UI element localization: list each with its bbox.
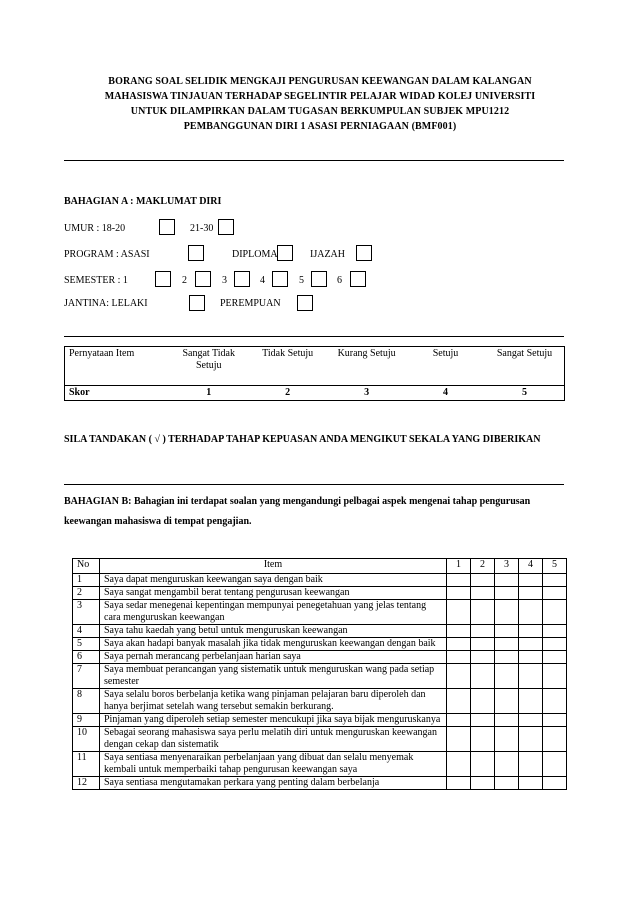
row-number: 8 [73,689,100,714]
score-cell-4[interactable] [519,625,543,638]
skor-value: 5 [485,386,565,401]
score-cell-4[interactable] [519,689,543,714]
table-row [73,727,567,752]
title-line: BORANG SOAL SELIDIK MENGKAJI PENGURUSAN KEEWANGAN DALAM KALANGAN [108,76,532,87]
semester-2-checkbox[interactable] [195,271,211,287]
scale-header-row [65,347,565,386]
col-score-header: 4 [519,559,543,574]
score-cell-3[interactable] [495,727,519,752]
scale-header-cell: Setuju [406,347,485,386]
scale-header-cell: Tidak Setuju [248,347,327,386]
score-cell-5[interactable] [543,587,567,600]
score-cell-5[interactable] [543,600,567,625]
score-cell-2[interactable] [471,664,495,689]
score-cell-1[interactable] [447,727,471,752]
items-table [72,558,567,790]
row-number: 3 [73,600,100,625]
row-number: 11 [73,752,100,777]
table-row [73,777,567,790]
score-cell-4[interactable] [519,777,543,790]
items-header-row [73,559,567,574]
semester-1-checkbox[interactable] [155,271,171,287]
scale-table [64,346,565,401]
row-number: 12 [73,777,100,790]
skor-value: 2 [248,386,327,401]
row-item-text: Saya membuat perancangan yang sistematik untuk menguruskan wang pada setiap semester [100,664,447,689]
row-item-text: Saya sangat mengambil berat tentang pengurusan keewangan [100,587,447,600]
col-score-header: 1 [447,559,471,574]
score-cell-3[interactable] [495,625,519,638]
divider [64,484,564,485]
program-ijazah-checkbox[interactable] [356,245,372,261]
score-cell-5[interactable] [543,574,567,587]
score-cell-1[interactable] [447,689,471,714]
score-cell-4[interactable] [519,587,543,600]
jantina-perempuan-label: PEREMPUAN [220,298,281,309]
score-cell-4[interactable] [519,638,543,651]
score-cell-2[interactable] [471,600,495,625]
score-cell-2[interactable] [471,625,495,638]
jantina-perempuan-checkbox[interactable] [297,295,313,311]
skor-value: 1 [169,386,248,401]
section-a-heading: BAHAGIAN A : MAKLUMAT DIRI [64,196,222,207]
score-cell-2[interactable] [471,714,495,727]
row-number: 9 [73,714,100,727]
table-row [73,714,567,727]
score-cell-3[interactable] [495,600,519,625]
semester-2-label: 2 [182,275,187,286]
semester-6-checkbox[interactable] [350,271,366,287]
score-cell-2[interactable] [471,777,495,790]
row-number: 1 [73,574,100,587]
row-number: 6 [73,651,100,664]
program-ijazah-label: IJAZAH [310,249,345,260]
program-diploma-label: DIPLOMA [232,249,278,260]
program-diploma-checkbox[interactable] [277,245,293,261]
score-cell-1[interactable] [447,651,471,664]
score-cell-2[interactable] [471,689,495,714]
skor-value: 3 [327,386,406,401]
table-row [73,625,567,638]
table-row [73,689,567,714]
score-cell-5[interactable] [543,638,567,651]
row-number: 5 [73,638,100,651]
score-cell-2[interactable] [471,638,495,651]
semester-5-label: 5 [299,275,304,286]
score-cell-2[interactable] [471,727,495,752]
row-number: 4 [73,625,100,638]
table-row [73,752,567,777]
semester-6-label: 6 [337,275,342,286]
score-cell-5[interactable] [543,689,567,714]
score-cell-2[interactable] [471,752,495,777]
semester-4-label: 4 [260,275,265,286]
row-item-text: Saya tahu kaedah yang betul untuk menguruskan keewangan [100,625,447,638]
score-cell-4[interactable] [519,714,543,727]
score-cell-5[interactable] [543,664,567,689]
score-cell-3[interactable] [495,574,519,587]
scale-header-cell: Pernyataan Item [65,347,170,386]
row-item-text: Saya dapat menguruskan keewangan saya dengan baik [100,574,447,587]
score-cell-1[interactable] [447,777,471,790]
row-item-text: Sebagai seorang mahasiswa saya perlu melatih diri untuk menguruskan keewangan dengan cekap dan sistematik [100,727,447,752]
scale-header-cell: Kurang Setuju [327,347,406,386]
score-cell-3[interactable] [495,664,519,689]
semester-label: SEMESTER : 1 [64,275,128,286]
row-item-text: Saya sentiasa menyenaraikan perbelanjaan yang dibuat dan selalu menyemak kembali untuk memperbaiki tahap pengurusan keewangan saya [100,752,447,777]
row-number: 7 [73,664,100,689]
row-item-text: Saya selalu boros berbelanja ketika wang pinjaman pelajaran baru diperoleh dan hanya berjimat setelah wang tersebut semakin berkurang. [100,689,447,714]
program-label: PROGRAM : ASASI [64,249,150,260]
jantina-label: JANTINA: LELAKI [64,298,148,309]
score-cell-5[interactable] [543,752,567,777]
semester-3-label: 3 [222,275,227,286]
col-score-header: 3 [495,559,519,574]
document-title [70,74,570,134]
col-score-header: 2 [471,559,495,574]
table-row [73,600,567,625]
title-line: PEMBANGGUNAN DIRI 1 ASASI PERNIAGAAN (BMF001) [183,121,457,132]
score-cell-2[interactable] [471,587,495,600]
table-row [73,638,567,651]
score-cell-2[interactable] [471,651,495,664]
row-number: 2 [73,587,100,600]
scale-skor-row [65,386,565,401]
divider [64,160,564,161]
score-cell-5[interactable] [543,651,567,664]
score-cell-3[interactable] [495,752,519,777]
score-cell-4[interactable] [519,574,543,587]
jantina-lelaki-checkbox[interactable] [189,295,205,311]
row-item-text: Saya akan hadapi banyak masalah jika tidak menguruskan keewangan dengan baik [100,638,447,651]
score-cell-3[interactable] [495,587,519,600]
row-number: 10 [73,727,100,752]
semester-5-checkbox[interactable] [311,271,327,287]
score-cell-1[interactable] [447,574,471,587]
score-cell-4[interactable] [519,651,543,664]
semester-4-checkbox[interactable] [272,271,288,287]
score-cell-5[interactable] [543,777,567,790]
program-asasi-checkbox[interactable] [188,245,204,261]
score-cell-4[interactable] [519,752,543,777]
scale-header-cell: Sangat Setuju [485,347,565,386]
row-item-text: Pinjaman yang diperoleh setiap semester mencukupi jika saya bijak menguruskanya [100,714,447,727]
row-item-text: Saya sedar menegenai kepentingan mempunyai penegetahuan yang jelas tentang cara menguruskan keewangan [100,600,447,625]
skor-value: 4 [406,386,485,401]
table-row [73,587,567,600]
instruction-text: SILA TANDAKAN ( √ ) TERHADAP TAHAP KEPUASAN ANDA MENGIKUT SEKALA YANG DIBERIKAN [64,434,541,445]
table-row [73,574,567,587]
score-cell-5[interactable] [543,625,567,638]
row-item-text: Saya pernah merancang perbelanjaan harian saya [100,651,447,664]
score-cell-1[interactable] [447,587,471,600]
score-cell-4[interactable] [519,664,543,689]
score-cell-5[interactable] [543,714,567,727]
title-line: UNTUK DILAMPIRKAN DALAM TUGASAN BERKUMPULAN SUBJEK MPU1212 [130,106,510,117]
score-cell-1[interactable] [447,638,471,651]
score-cell-4[interactable] [519,727,543,752]
umur-21-30-checkbox[interactable] [218,219,234,235]
score-cell-1[interactable] [447,714,471,727]
score-cell-3[interactable] [495,689,519,714]
divider [64,336,564,337]
score-cell-3[interactable] [495,638,519,651]
title-line: MAHASISWA TINJAUAN TERHADAP SEGELINTIR PELAJAR WIDAD KOLEJ UNIVERSITI [104,91,536,102]
scale-header-cell: Sangat Tidak Setuju [169,347,248,386]
score-cell-3[interactable] [495,651,519,664]
score-cell-4[interactable] [519,600,543,625]
section-b-heading: BAHAGIAN B: Bahagian ini terdapat soalan yang mengandungi pelbagai aspek mengenai tahap pengurusan keewangan mahasiswa di tempat pengajian. [64,496,531,527]
col-score-header: 5 [543,559,567,574]
score-cell-3[interactable] [495,777,519,790]
score-cell-3[interactable] [495,714,519,727]
table-row [73,664,567,689]
skor-label: Skor [65,386,170,401]
score-cell-1[interactable] [447,664,471,689]
umur-18-20-checkbox[interactable] [159,219,175,235]
row-item-text: Saya sentiasa mengutamakan perkara yang penting dalam berbelanja [100,777,447,790]
score-cell-1[interactable] [447,752,471,777]
score-cell-2[interactable] [471,574,495,587]
semester-3-checkbox[interactable] [234,271,250,287]
umur-label: UMUR : 18-20 [64,223,126,234]
score-cell-1[interactable] [447,625,471,638]
col-no-header: No [73,559,100,574]
score-cell-1[interactable] [447,600,471,625]
table-row [73,651,567,664]
umur-21-30-label: 21-30 [190,223,214,234]
score-cell-5[interactable] [543,727,567,752]
col-item-header: Item [100,559,447,574]
